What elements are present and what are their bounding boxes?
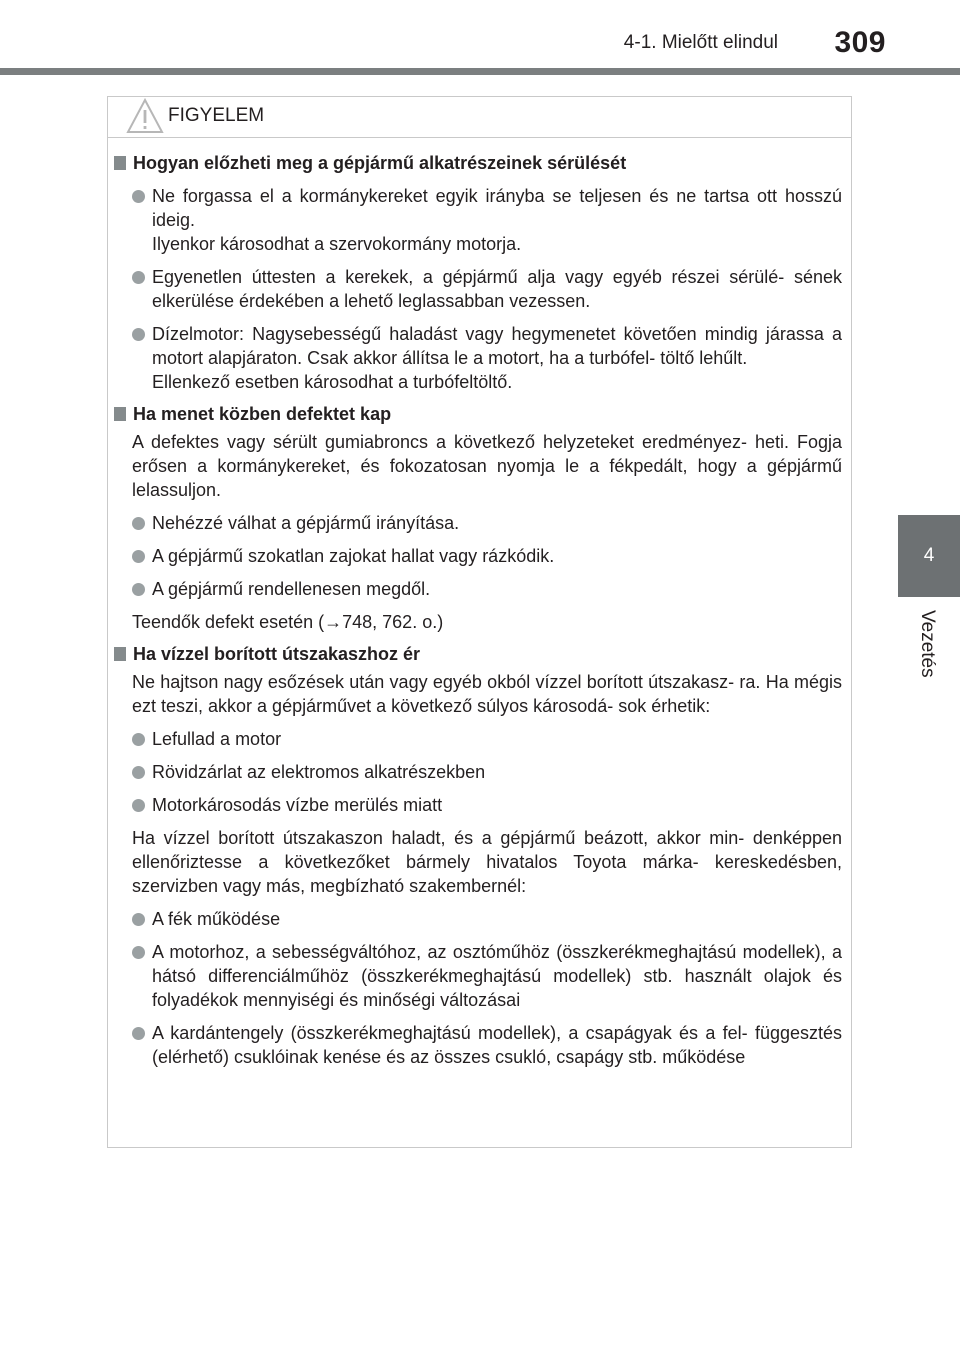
list-item [132,727,842,751]
paragraph: Ha vízzel borított útszakaszon haladt, és a gépjármű beázott, akkor min- denképpen ellenőriztesse a következőket bármely hivatalos Toyota márka- kereskedésben, szervizben vagy más, megbízható szakembernél: [132,828,842,896]
round-bullet-icon [132,733,145,746]
list-item [132,544,842,568]
list-item-text: Rövidzárlat az elektromos alkatrészekben [152,762,486,782]
section-title [108,402,853,426]
section-title [108,151,853,175]
warning-title: FIGYELEM [168,105,265,126]
list-item [132,322,842,394]
list-item-text: Ne forgassa el a kormánykereket egyik irányba se teljesen és ne tartsa ott hosszú ideig. [152,186,842,230]
list-item [132,511,842,535]
list-item-text: Ilyenkor károsodhat a szervokormány motorja. [152,234,522,254]
square-bullet-icon [114,647,126,661]
round-bullet-icon [132,328,145,341]
list-item [132,577,842,601]
list-item [132,184,842,256]
round-bullet-icon [132,766,145,779]
list-item-text: Nehézzé válhat a gépjármű irányítása. [152,513,460,533]
page-number: 309 [834,26,886,59]
list-item [132,760,842,784]
list-item [132,1021,842,1069]
list-item-text: Motorkárosodás vízbe merülés miatt [152,795,443,815]
square-bullet-icon [114,156,126,170]
paragraph: A defektes vagy sérült gumiabroncs a következő helyzeteket eredményez- heti. Fogja erősen a kormánykereket, és fokozatosan nyomja le a fékpedált, hogy a gépjármű lelassuljon. [132,432,842,500]
round-bullet-icon [132,190,145,203]
warning-box [107,96,852,1148]
section-title-text: Ha vízzel borított útszakaszhoz ér [133,644,421,664]
round-bullet-icon [132,1027,145,1040]
header-section-title: 4-1. Mielőtt elindul [623,32,778,53]
list-item-text: A kardántengely (összkerékmeghajtású modellek), a csapágyak és a fel- függesztés (elérhető) csuklóinak kenése és az összes csukló, csapágy stb. működése [152,1023,842,1067]
list-item-text: Egyenetlen úttesten a kerekek, a gépjármű alja vagy egyéb részei sérülé- sének elkerülése érdekében a lehető leglassabban vezessen. [152,267,842,311]
header-rule [0,68,960,75]
list-item-text: Lefullad a motor [152,729,282,749]
list-item-text: A gépjármű rendellenesen megdől. [152,579,431,599]
round-bullet-icon [132,913,145,926]
list-item-text: A motorhoz, a sebességváltóhoz, az osztóműhöz (összkerékmeghajtású modellek), a hátsó differenciálműhöz (összkerékmeghajtású modellek) stb. használt olajok és folyadékok mennyiségi és minőségi változásai [152,942,842,1010]
chapter-label-text: Vezetés [917,610,938,678]
section-title-text: Hogyan előzheti meg a gépjármű alkatrészeinek sérülését [133,153,627,173]
list-item-text: Ellenkező esetben károsodhat a turbófeltöltő. [152,372,513,392]
list-item [132,940,842,1012]
paragraph: Ne hajtson nagy esőzések után vagy egyéb okból vízzel borított útszakasz- ra. Ha mégis ezt teszi, akkor a gépjárművet a következő súlyos károsodá- sok érhetik: [132,672,842,716]
list-item-text: A fék működése [152,909,281,929]
square-bullet-icon [114,407,126,421]
list-item [132,265,842,313]
paragraph: Teendők defekt esetén (→748, 762. o.) [132,612,444,632]
round-bullet-icon [132,799,145,812]
round-bullet-icon [132,583,145,596]
list-item [132,907,842,931]
list-item-text: Dízelmotor: Nagysebességű haladást vagy hegymenetet követően mindig járassa a motort alapjáraton. Csak akkor állítsa le a motort, ha a turbófel- töltő lehűlt. [152,324,842,368]
warning-triangle-icon [126,98,164,134]
round-bullet-icon [132,946,145,959]
warning-content [108,151,853,1069]
round-bullet-icon [132,550,145,563]
round-bullet-icon [132,271,145,284]
chapter-tab: 4 [898,515,960,597]
section-title [108,642,853,666]
warning-box-header [108,97,851,138]
round-bullet-icon [132,517,145,530]
list-item-text: A gépjármű szokatlan zajokat hallat vagy rázkódik. [152,546,555,566]
section-title-text: Ha menet közben defektet kap [133,404,392,424]
list-item [132,793,842,817]
chapter-label [878,610,960,710]
